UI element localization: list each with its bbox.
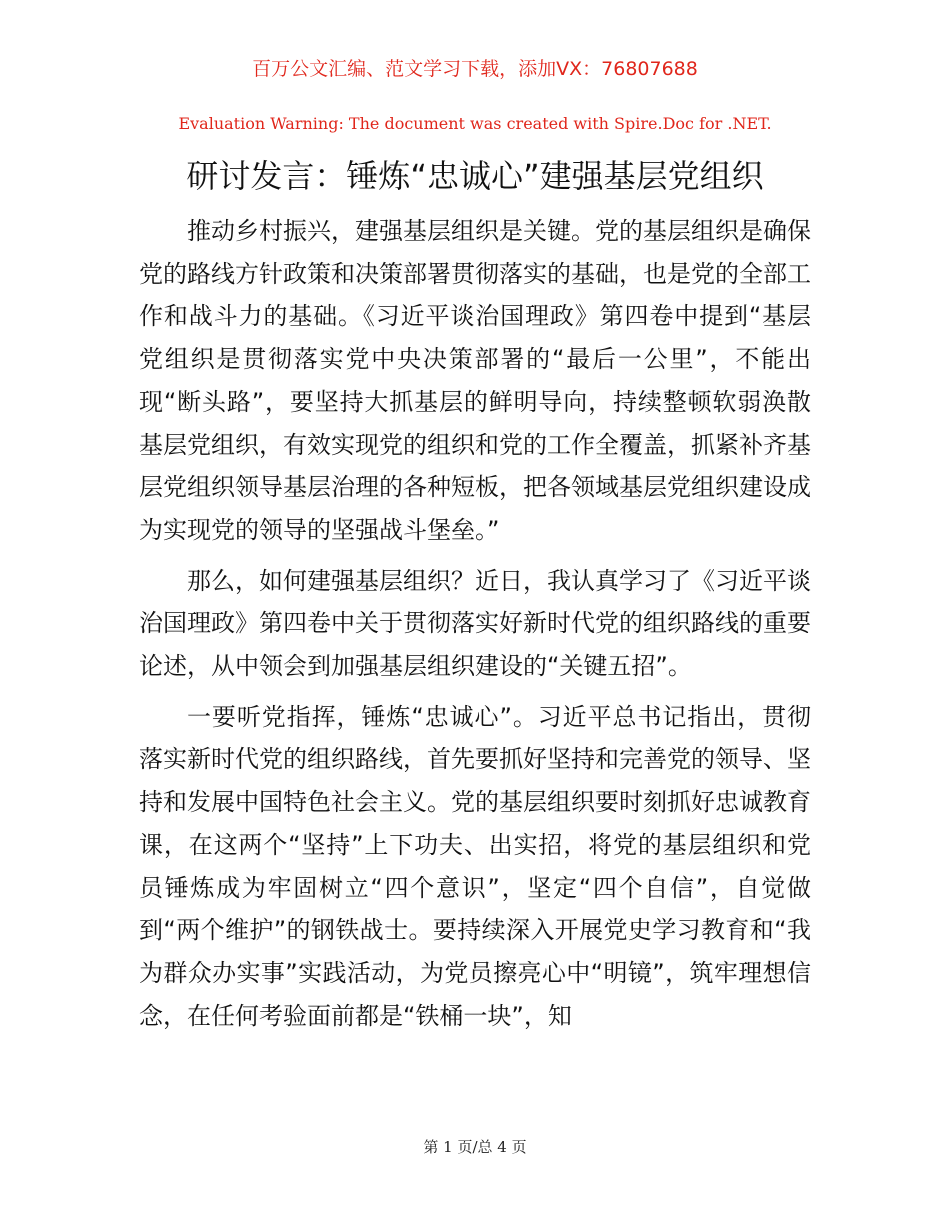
document-body	[139, 210, 811, 1045]
paragraph-3: 一要听党指挥，锤炼“忠诚心”。习近平总书记指出，贯彻落实新时代党的组织路线，首先要抓好坚持和完善党的领导、坚持和发展中国特色社会主义。党的基层组织要时刻抓好忠诚教育课，在这两个“坚持”上下功夫、出实招，将党的基层组织和党员锤炼成为牢固树立“四个意识”，坚定“四个自信”，自觉做到“两个维护”的钢铁战士。要持续深入开展党史学习教育和“我为群众办实事”实践活动，为党员擦亮心中“明镜”，筑牢理想信念，在任何考验面前都是“铁桶一块”，知	[139, 702, 811, 1030]
evaluation-warning: Evaluation Warning: The document was created with Spire.Doc for .NET.	[178, 114, 772, 133]
paragraph-1: 推动乡村振兴，建强基层组织是关键。党的基层组织是确保党的路线方针政策和决策部署贯彻落实的基础，也是党的全部工作和战斗力的基础。《习近平谈治国理政》第四卷中提到“基层党组织是贯彻落实党中央决策部署的“最后一公里”，不能出现“断头路”，要坚持大抓基层的鲜明导向，持续整顿软弱涣散基层党组织，有效实现党的组织和党的工作全覆盖，抓紧补齐基层党组织领导基层治理的各种短板，把各领域基层党组织建设成为实现党的领导的坚强战斗堡垒。”	[139, 217, 811, 544]
page-indicator: 第 1 页/总 4 页	[423, 1138, 527, 1156]
header-banner: 百万公文汇编、范文学习下载，添加VX：76807688	[252, 58, 698, 80]
document-title: 研讨发言：锤炼“忠诚心”建强基层党组织	[186, 157, 764, 195]
paragraph-2: 那么，如何建强基层组织？近日，我认真学习了《习近平谈治国理政》第四卷中关于贯彻落实好新时代党的组织路线的重要论述，从中领会到加强基层组织建设的“关键五招”。	[139, 566, 811, 681]
